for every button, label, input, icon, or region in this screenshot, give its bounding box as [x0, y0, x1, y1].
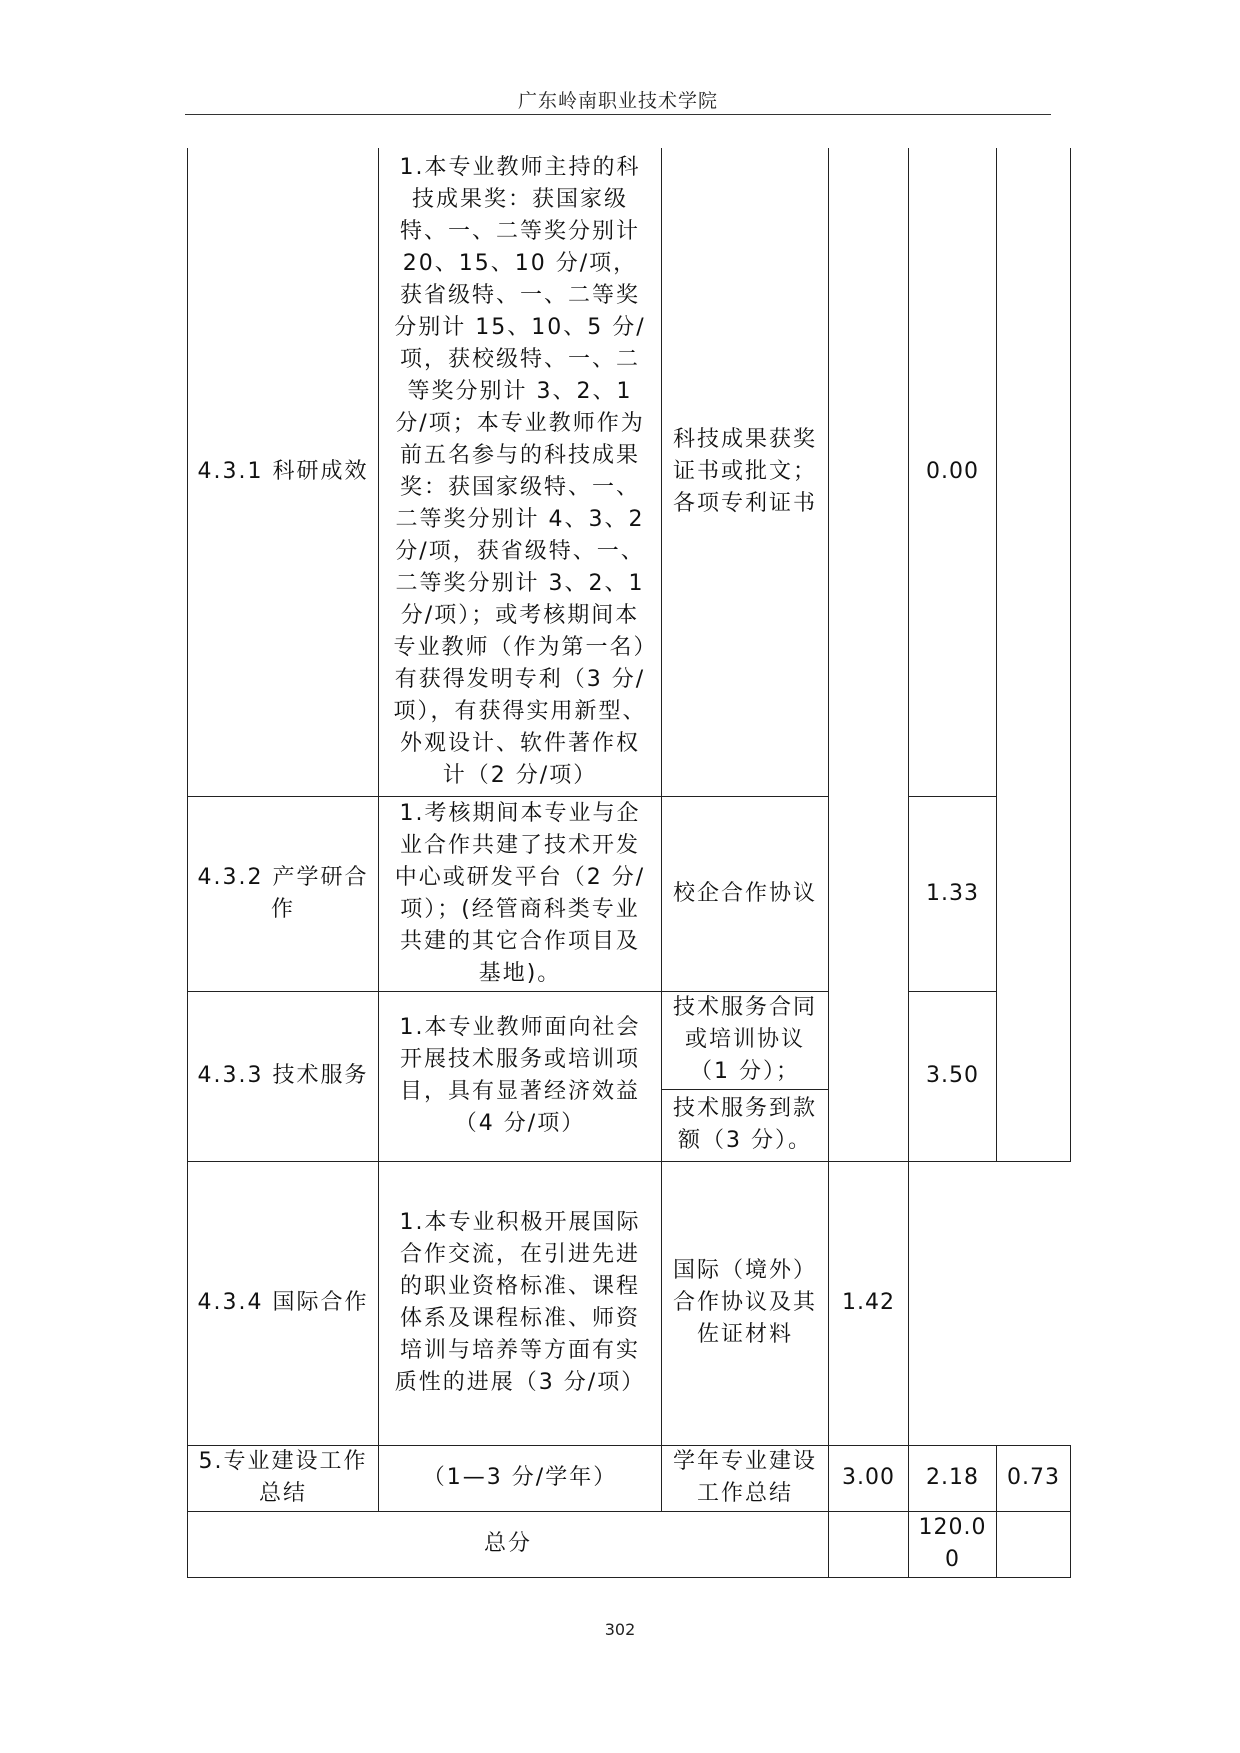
item-cell: 4.3.1 科研成效 — [188, 148, 379, 796]
table-row — [188, 1445, 1071, 1511]
table-row — [188, 796, 1071, 991]
full-marks-cell — [829, 148, 909, 1161]
evidence-cell: 校企合作协议 — [662, 796, 829, 991]
score-cell: 2.18 — [909, 1445, 997, 1511]
total-weighted-cell — [997, 1511, 1071, 1577]
item-cell: 5.专业建设工作总结 — [188, 1445, 379, 1511]
score-cell: 0.00 — [909, 148, 997, 796]
evidence-cell: 学年专业建设工作总结 — [662, 1445, 829, 1511]
evidence-cell: 国际（境外）合作协议及其佐证材料 — [662, 1161, 829, 1445]
criteria-cell: 1.本专业积极开展国际合作交流，在引进先进的职业资格标准、课程体系及课程标准、师资培训与培养等方面有实质性的进展（3 分/项） — [379, 1161, 662, 1445]
total-label: 总分 — [188, 1511, 829, 1577]
item-cell: 4.3.4 国际合作 — [188, 1161, 379, 1445]
score-cell: 1.42 — [829, 1161, 909, 1445]
page-number: 302 — [604, 1620, 636, 1639]
total-score: 120.00 — [909, 1511, 997, 1577]
table-row — [188, 1161, 1071, 1445]
criteria-cell: 1.考核期间本专业与企业合作共建了技术开发中心或研发平台（2 分/项）；(经管商科类专业共建的其它合作项目及基地)。 — [379, 796, 662, 991]
table-row — [188, 148, 1071, 796]
score-cell: 1.33 — [909, 796, 997, 991]
evidence-cell: 科技成果获奖证书或批文；各项专利证书 — [662, 148, 829, 796]
evaluation-table — [187, 148, 1071, 1578]
header-title: 广东岭南职业技术学院 — [517, 90, 718, 112]
evidence-cell-payment: 技术服务到款额（3 分）。 — [662, 1089, 829, 1161]
item-cell: 4.3.3 技术服务 — [188, 991, 379, 1161]
total-row — [188, 1511, 1071, 1577]
total-full-marks-cell — [829, 1511, 909, 1577]
criteria-cell: （1—3 分/学年） — [379, 1445, 662, 1511]
criteria-cell: 1.本专业教师面向社会开展技术服务或培训项目，具有显著经济效益（4 分/项） — [379, 991, 662, 1161]
criteria-cell: 1.本专业教师主持的科技成果奖：获国家级特、一、二等奖分别计 20、15、10 分/项，获省级特、一、二等奖分别计 15、10、5 分/项，获校级特、一、二等奖分别计 3、2、1 分/项；本专业教师作为前五名参与的科技成果奖：获国家级特、一、二等奖分别计 4、3、2 分/项，获省级特、一、二等奖分别计 3、2、1 分/项）；或考核期间本专业教师（作为第一名）有获得发明专利（3 分/项），有获得实用新型、外观设计、软件著作权计（2 分/项） — [379, 148, 662, 796]
evidence-cell-contract: 技术服务合同或培训协议（1 分）； — [662, 991, 829, 1089]
full-marks-cell: 3.00 — [829, 1445, 909, 1511]
score-cell: 3.50 — [909, 991, 997, 1161]
item-cell: 4.3.2 产学研合作 — [188, 796, 379, 991]
header-divider — [185, 114, 1051, 115]
table-row — [188, 991, 1071, 1089]
weighted-score-cell — [997, 148, 1071, 1161]
weighted-score-cell: 0.73 — [997, 1445, 1071, 1511]
